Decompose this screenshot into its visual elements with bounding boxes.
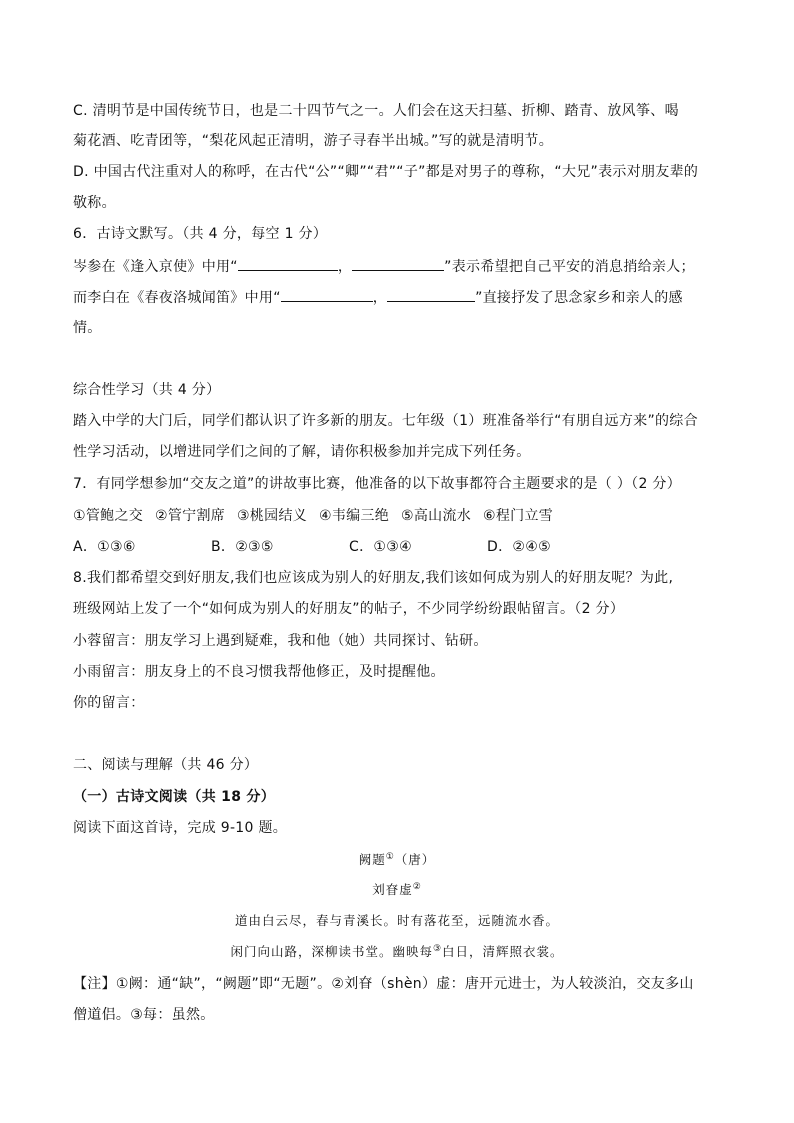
question-8-stem-1: 8.我们都希望交到好朋友,我们也应该成为别人的好朋友,我们该如何成为别人的好朋友呢？为此, bbox=[73, 570, 674, 586]
section-2-title: 二、阅读与理解（共 46 分） bbox=[73, 757, 259, 773]
option-c-line-2: 菊花酒、吃青团等，“梨花风起正清明，游子寻春半出城。”写的就是清明节。 bbox=[73, 133, 554, 149]
poem-line-2a: 闲门向山路，深柳读书堂。幽映每 bbox=[230, 944, 433, 959]
option-d-line-2: 敬称。 bbox=[73, 195, 116, 211]
subsection-1-title: （一）古诗文阅读（共 18 分） bbox=[73, 789, 276, 805]
poem-author-note: ② bbox=[412, 881, 422, 892]
fill-blank-2[interactable] bbox=[352, 256, 444, 271]
poem-line-2b: 白日，清辉照衣裳。 bbox=[442, 944, 564, 959]
choice-c[interactable]: C．①③④ bbox=[349, 539, 412, 555]
choice-d[interactable]: D．②④⑤ bbox=[487, 539, 551, 555]
notes-line-2: 僧道侣。③每：虽然。 bbox=[73, 1007, 215, 1023]
question-6-line-2 bbox=[73, 287, 683, 308]
message-xiaorong: 小蓉留言：朋友学习上遇到疑难，我和他（她）共同探讨、钻研。 bbox=[73, 633, 488, 649]
question-6-title: 6．古诗文默写。（共 4 分，每空 1 分） bbox=[73, 226, 328, 242]
question-6-line-3: 情。 bbox=[73, 320, 102, 336]
comprehensive-intro-1: 踏入中学的大门后，同学们都认识了许多新的朋友。七年级（1）班准备举行“有朋自远方来”的综合 bbox=[73, 413, 698, 429]
story-item: ①管鲍之交 bbox=[73, 508, 144, 524]
question-7-stem: 7．有同学想参加“交友之道”的讲故事比赛，他准备的以下故事都符合主题要求的是（ ）（2 分） bbox=[73, 476, 682, 492]
question-8-stem-2: 班级网站上发了一个“如何成为别人的好朋友”的帖子，不少同学纷纷跟帖留言。（2 分） bbox=[73, 601, 625, 617]
poem-title-text: 阙题 bbox=[358, 852, 386, 867]
poem-author-name: 刘眘虚 bbox=[372, 882, 413, 897]
comprehensive-intro-2: 性学习活动，以增进同学们之间的了解，请你积极参加并完成下列任务。 bbox=[73, 444, 531, 460]
q6-separator: ， bbox=[372, 290, 388, 306]
notes-line-1: 【注】①阙：通“缺”，“阙题”即“无题”。②刘眘（shèn）虚：唐开元进士，为人较淡泊，交友多山 bbox=[73, 976, 694, 992]
option-d-line-1: D. 中国古代注重对人的称呼，在古代“公”“卿”“君”“子”都是对男子的尊称，“大兄”表示对朋友辈的 bbox=[73, 164, 699, 180]
question-7-stories bbox=[73, 506, 553, 526]
story-item: ④韦编三绝 bbox=[319, 508, 390, 524]
choice-a[interactable]: A．①③⑥ bbox=[73, 539, 136, 555]
poem-dynasty: （唐） bbox=[394, 852, 436, 867]
poem-title bbox=[0, 850, 794, 870]
story-item: ②管宁割席 bbox=[155, 508, 226, 524]
choice-b[interactable]: B．②③⑤ bbox=[211, 539, 274, 555]
q6-text-c: 而李白在《春夜洛城闻笛》中用“ bbox=[73, 290, 281, 306]
q6-text-d: ”直接抒发了思念家乡和亲人的感 bbox=[475, 290, 683, 306]
question-7-choices bbox=[73, 537, 551, 557]
your-message-label: 你的留言： bbox=[73, 695, 145, 711]
poem-title-note: ① bbox=[385, 851, 395, 862]
story-item: ③桃园结义 bbox=[237, 508, 308, 524]
q6-separator: ， bbox=[337, 259, 353, 275]
story-item: ⑤高山流水 bbox=[401, 508, 472, 524]
comprehensive-title: 综合性学习（共 4 分） bbox=[73, 382, 221, 398]
question-6-line-1 bbox=[73, 256, 695, 277]
option-c-line-1: C. 清明节是中国传统节日，也是二十四节气之一。人们会在这天扫墓、折柳、踏青、放风筝、喝 bbox=[73, 103, 679, 119]
q6-text-b: ”表示希望把自己平安的消息捎给亲人； bbox=[444, 259, 695, 275]
poem-author bbox=[0, 880, 794, 900]
message-xiaoyu: 小雨留言：朋友身上的不良习惯我帮他修正，及时提醒他。 bbox=[73, 664, 445, 680]
reading-instruction: 阅读下面这首诗，完成 9-10 题。 bbox=[73, 820, 288, 836]
fill-blank-4[interactable] bbox=[387, 287, 475, 302]
fill-blank-1[interactable] bbox=[238, 256, 338, 271]
fill-blank-3[interactable] bbox=[281, 287, 373, 302]
story-item: ⑥程门立雪 bbox=[483, 508, 554, 524]
poem-line-note: ③ bbox=[432, 943, 443, 954]
poem-line-2 bbox=[0, 942, 794, 962]
q6-text-a: 岑参在《逢入京使》中用“ bbox=[73, 259, 238, 275]
poem-line-1: 道由白云尽，春与青溪长。时有落花至，远随流水香。 bbox=[234, 913, 559, 928]
